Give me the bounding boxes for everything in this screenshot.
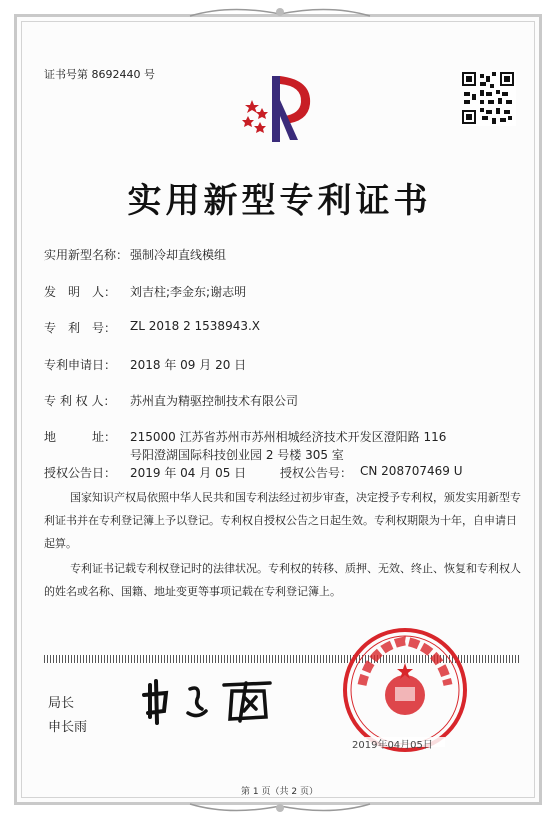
director-title: 局长: [48, 696, 75, 711]
patent-number-value: ZL 2018 2 1538943.X: [130, 319, 261, 333]
inventor-value: 刘吉柱;李金东;谢志明: [130, 285, 247, 299]
handwritten-signature-icon: [140, 675, 280, 725]
application-date-label: 专利申请日：: [44, 358, 117, 372]
cert-number-value: 8692440: [91, 68, 141, 81]
grant-date-label: 授权公告日：: [44, 466, 117, 480]
grant-date-value: 2019 年 04 月 05 日: [130, 466, 247, 480]
page-number: 第 1 页（共 2 页）: [241, 787, 318, 797]
legal-status-paragraph: 专利证书记载专利权登记时的法律状况。专利权的转移、质押、无效、终止、恢复和专利权人的姓名或名称、国籍、地址变更等事项记载在专利登记簿上。: [44, 562, 521, 598]
ornament-bottom-icon: [180, 798, 380, 818]
director-name: 申长雨: [48, 720, 88, 735]
cert-number: [44, 66, 155, 82]
inventor-label: 发 明 人：: [44, 285, 117, 299]
ornament-top-icon: [180, 2, 380, 22]
patentee-label: 专 利 权 人：: [44, 394, 116, 408]
address-line-1: 215000 江苏省苏州市苏州相城经济技术开发区澄阳路 116: [130, 430, 447, 444]
cnipa-logo-icon: [240, 70, 320, 148]
grant-number-label: 授权公告号：: [280, 466, 353, 480]
application-date-value: 2018 年 09 月 20 日: [130, 358, 247, 372]
address-label: 地 址：: [44, 430, 117, 444]
cert-number-suffix: 号: [144, 68, 155, 81]
utility-name-value: 强制冷却直线模组: [130, 248, 227, 262]
patentee-value: 苏州直为精驱控制技术有限公司: [130, 394, 299, 408]
qr-code-icon: [460, 70, 516, 126]
grant-paragraph: 国家知识产权局依照中华人民共和国专利法经过初步审查，决定授予专利权，颁发实用新型专利证书并在专利登记簿上予以登记。专利权自授权公告之日起生效。专利权期限为十年，自申请日起算。: [44, 491, 521, 550]
utility-name-label: 实用新型名称：: [44, 248, 129, 262]
cert-number-label: 证书号第: [44, 68, 88, 81]
address-line-2: 号阳澄湖国际科技创业园 2 号楼 305 室: [130, 448, 344, 462]
grant-number-value: CN 208707469 U: [360, 464, 463, 478]
patent-number-label: 专 利 号：: [44, 321, 117, 335]
page-title: 实用新型专利证书: [127, 181, 432, 221]
seal-date: 2019年04月05日: [352, 740, 433, 751]
